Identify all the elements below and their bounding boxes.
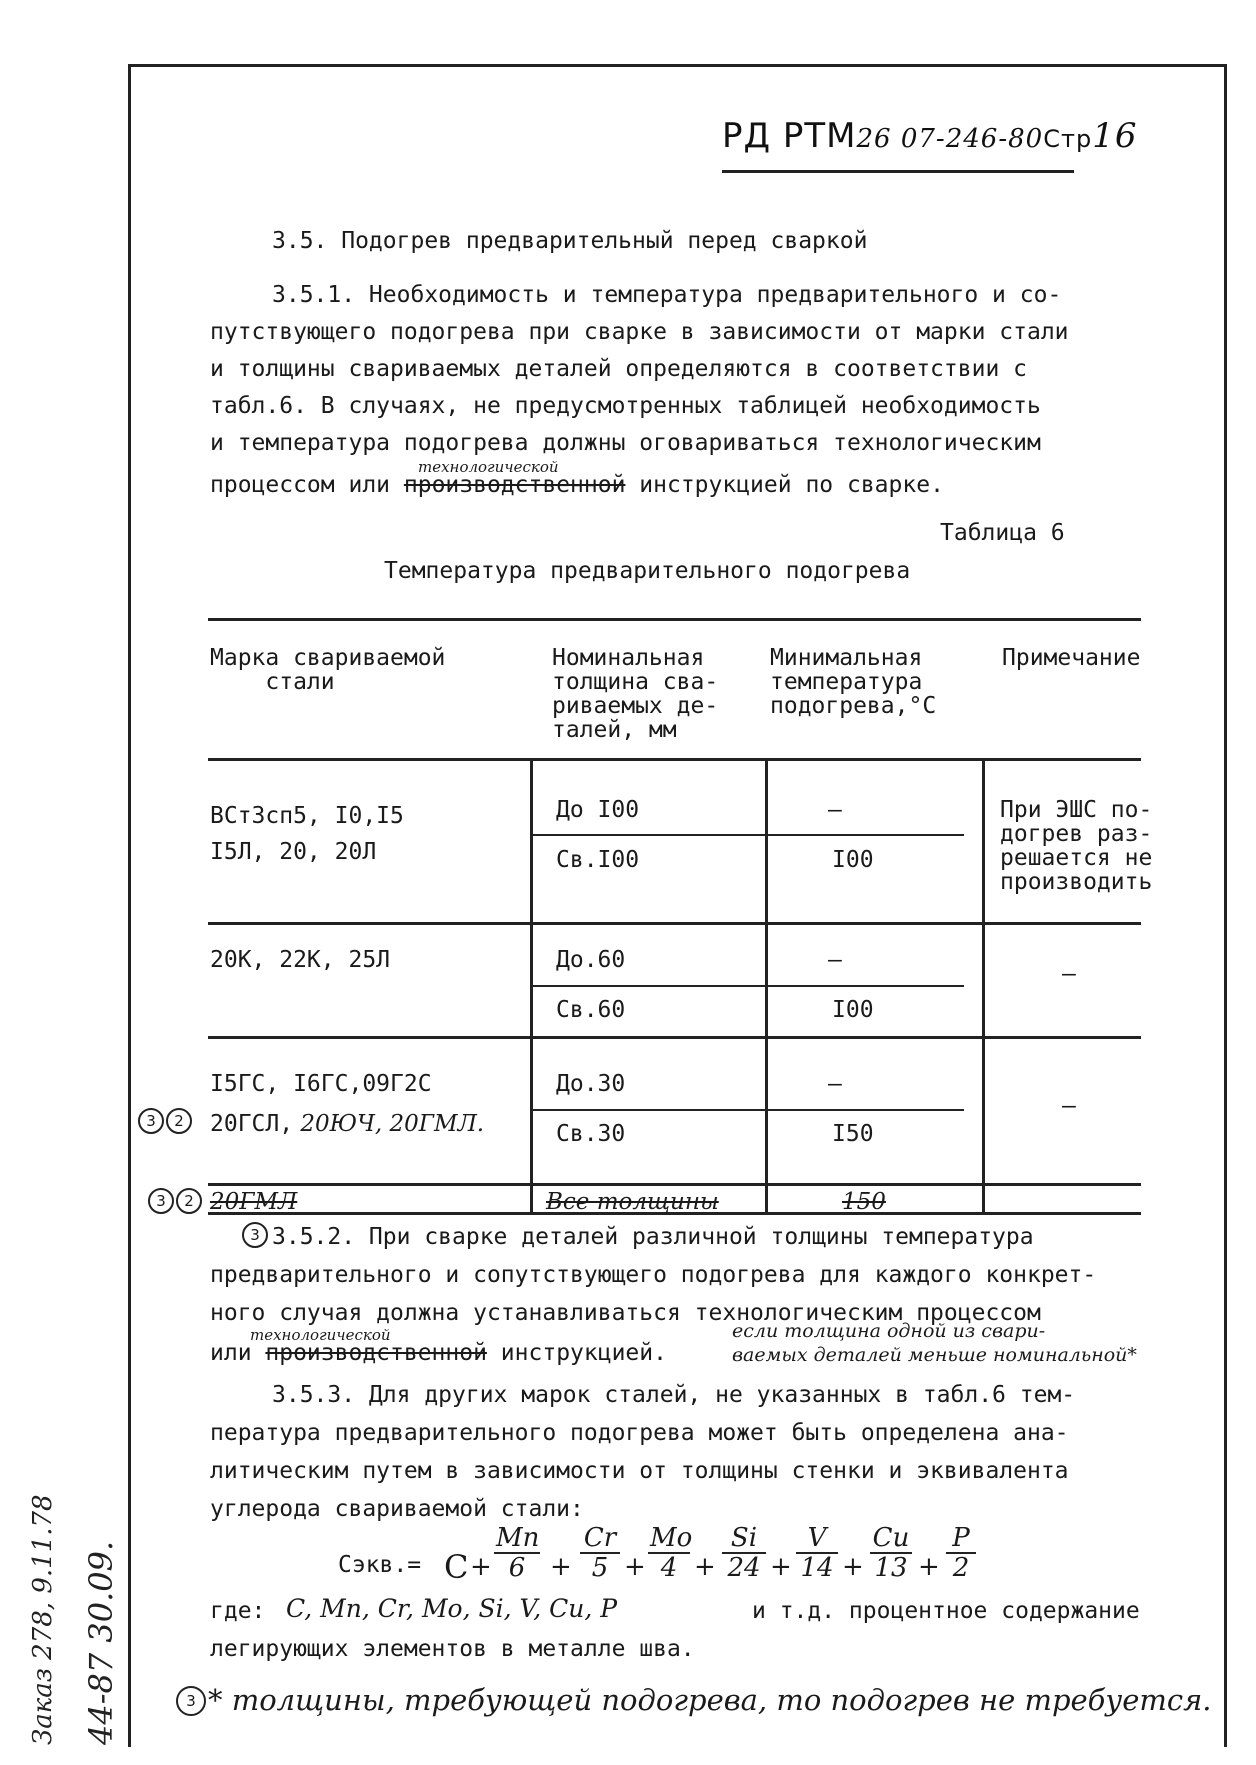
table-cell-thickness: Св.30	[556, 1121, 626, 1147]
table-cell-note: При ЭШС по- догрев раз- решается не производить	[1000, 797, 1153, 895]
struck-word: производственной	[403, 472, 626, 498]
paragraph-line: или производственной инструкцией.	[210, 1340, 667, 1366]
paragraph-line: путствующего подогрева при сварке в зависимости от марки стали	[210, 319, 1069, 345]
table-cell-temp: I00	[832, 847, 874, 873]
table-col-rule	[765, 760, 768, 1212]
table-cell-temp: I00	[832, 997, 874, 1023]
table-row-rule	[208, 1183, 1141, 1186]
section-title: 3.5. Подогрев предварительный перед сваркой	[272, 228, 868, 254]
paragraph-line: легирующих элементов в металле шва.	[210, 1636, 695, 1662]
paragraph-line: литическим путем в зависимости от толщины стенки и эквивалента	[210, 1458, 1069, 1484]
handwritten-insert: технологической	[418, 458, 559, 476]
table-row-rule	[208, 922, 1141, 925]
paragraph-line: и толщины свариваемых деталей определяются в соответствии с	[210, 356, 1027, 382]
formula-plus: +	[550, 1552, 572, 1582]
where-tail: и т.д. процентное содержание	[752, 1598, 1140, 1624]
paragraph-line: 3.5.2. При сварке деталей различной толщины температура	[272, 1224, 1034, 1250]
change-mark: 3	[242, 1222, 268, 1248]
paragraph-line: процессом или производственной инструкцией по сварке.	[210, 472, 944, 498]
page-number: 16	[1092, 116, 1138, 156]
formula-plus: +	[624, 1552, 646, 1582]
paragraph-line: углерода свариваемой стали:	[210, 1496, 584, 1522]
table-cell-thickness: До I00	[556, 797, 640, 823]
formula-plus: +	[694, 1552, 716, 1582]
formula-fraction: $\frac{Mn}{6}$	[496, 1523, 540, 1583]
formula-fraction: $\frac{Cu}{13}$	[870, 1524, 912, 1582]
struck-row-grade: 20ГМЛ	[210, 1189, 298, 1215]
doc-code: РД РТМ	[722, 116, 857, 156]
change-mark: 2	[176, 1188, 202, 1214]
margin-date: 9.11.78	[28, 1494, 58, 1594]
struck-row-temp: 150	[842, 1189, 886, 1215]
change-mark: 3	[138, 1108, 164, 1134]
formula-plus: +	[470, 1552, 492, 1582]
paragraph-line: предварительного и сопутствующего подогрева для каждого конкрет-	[210, 1262, 1097, 1288]
table-header-rule	[208, 758, 1141, 761]
table-cell-temp: –	[828, 797, 842, 823]
margin-order-number: 44-87 30.09.	[82, 1540, 120, 1745]
table-top-rule	[208, 618, 1141, 621]
handwritten-addition: ваемых деталей меньше номинальной*	[732, 1344, 1137, 1366]
table-sub-rule	[532, 985, 964, 987]
formula-carbon: C	[444, 1548, 469, 1586]
change-mark: 3	[176, 1686, 206, 1716]
struck-word: производственной	[265, 1340, 487, 1366]
table-cell-grade: I5ГС, I6ГС,09Г2С	[210, 1071, 432, 1097]
table-cell-temp: –	[828, 1071, 842, 1097]
header-underline	[722, 170, 1074, 173]
table-header-cell: Марка свариваемой стали	[210, 645, 446, 695]
margin-order-note: Заказ 278, 9.11.78	[28, 1494, 58, 1745]
formula-plus: +	[918, 1552, 940, 1582]
change-mark: 2	[166, 1108, 192, 1134]
table-cell-note: –	[1062, 961, 1076, 987]
page-frame	[128, 64, 1227, 1747]
paragraph-line: 3.5.3. Для других марок сталей, не указанных в табл.6 тем-	[272, 1382, 1076, 1408]
table-sub-rule	[532, 1109, 964, 1111]
paragraph-line: ного случая должна устанавливаться технологическим процессом	[210, 1300, 1041, 1326]
table-cell-thickness: До.30	[556, 1071, 626, 1097]
handwritten-addition: если толщина одной из свари-	[732, 1320, 1046, 1342]
handwritten-grades: 20ЮЧ, 20ГМЛ.	[293, 1111, 485, 1137]
table-cell-grade: 20ГСЛ, 20ЮЧ, 20ГМЛ.	[210, 1111, 485, 1137]
struck-row-thickness: Все толщины	[546, 1189, 719, 1215]
doc-code-handwritten: 26 07-246-80	[856, 124, 1044, 154]
formula-fraction: $\frac{P}{2}$	[946, 1524, 976, 1582]
table-title: Температура предварительного подогрева	[384, 558, 911, 584]
formula-plus: +	[842, 1552, 864, 1582]
table-cell-note: –	[1062, 1093, 1076, 1119]
formula-lhs: Сэкв.=	[338, 1552, 422, 1578]
table-header-cell: Минимальная температура подогрева,°С	[770, 645, 937, 719]
document-header	[722, 116, 1137, 156]
change-mark: 3	[148, 1188, 174, 1214]
handwritten-insert: технологической	[250, 1326, 391, 1344]
formula-plus: +	[770, 1552, 792, 1582]
table-header-cell: Номинальная толщина сва- риваемых де- талей, мм	[552, 645, 719, 743]
table-cell-thickness: Св.I00	[556, 847, 640, 873]
table-col-rule	[530, 760, 533, 1212]
handwritten-footnote: * толщины, требующей подогрева, то подогрев не требуется.	[208, 1683, 1212, 1717]
table-sub-rule	[532, 834, 964, 836]
table-cell-grade: 20К, 22К, 25Л	[210, 947, 391, 973]
formula-fraction: $\frac{Mo}{4}$	[650, 1523, 693, 1583]
paragraph-line: и температура подогрева должны оговариваться технологическим	[210, 430, 1041, 456]
table-col-rule	[982, 760, 985, 1212]
paragraph-line: табл.6. В случаях, не предусмотренных таблицей необходимость	[210, 393, 1041, 419]
table-cell-thickness: До.60	[556, 947, 626, 973]
formula-fraction: $\frac{Si}{24}$	[722, 1524, 766, 1582]
formula-fraction: $\frac{Cr}{5}$	[580, 1524, 620, 1582]
where-elements: C, Mn, Cr, Mo, Si, V, Cu, P	[286, 1594, 618, 1623]
table-cell-temp: I50	[832, 1121, 874, 1147]
table-cell-grade: ВСт3сп5, I0,I5 I5Л, 20, 20Л	[210, 803, 404, 865]
paragraph-line: пература предварительного подогрева может быть определена ана-	[210, 1420, 1069, 1446]
where-label: где:	[210, 1598, 266, 1624]
table-header-cell: Примечание	[1002, 645, 1141, 671]
table-label: Таблица 6	[940, 520, 1065, 546]
table-cell-temp: –	[828, 947, 842, 973]
page-label: Стр	[1043, 125, 1093, 153]
paragraph-line: 3.5.1. Необходимость и температура предварительного и со-	[272, 282, 1062, 308]
formula-fraction: $\frac{V}{14}$	[796, 1524, 838, 1582]
table-row-rule	[208, 1036, 1141, 1039]
table-cell-thickness: Св.60	[556, 997, 626, 1023]
